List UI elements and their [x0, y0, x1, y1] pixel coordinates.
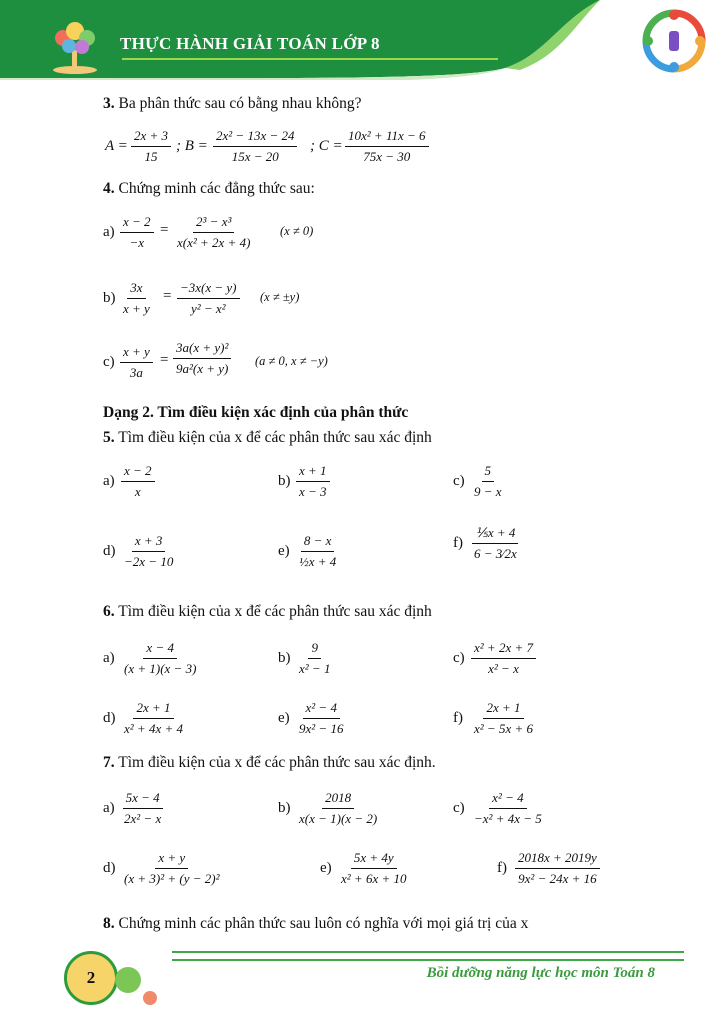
fraction-denominator: −x² + 4x − 5 [474, 811, 542, 826]
fraction-numerator: x² + 2x + 7 [471, 640, 536, 659]
q7-fraction-5 [515, 850, 600, 887]
fraction-numerator: 2x + 3 [131, 128, 171, 147]
fraction-numerator: 2x + 1 [483, 700, 523, 719]
fraction-numerator: x + 3 [132, 533, 166, 552]
fraction-denominator: x(x² + 2x + 4) [177, 235, 251, 250]
header-underline [122, 58, 498, 60]
fraction-denominator: ½x + 4 [299, 554, 337, 569]
item-label: c) [453, 650, 465, 666]
fraction-numerator: ⅕x + 4 [472, 525, 518, 544]
item-label: a) [103, 800, 115, 816]
identity-a-left [120, 214, 154, 251]
question-text: Chứng minh các đẳng thức sau: [118, 180, 315, 197]
q5-fraction-1 [296, 463, 330, 500]
fraction-denominator: x − 3 [299, 484, 327, 499]
q6-fraction-1 [296, 640, 333, 677]
fraction-numerator: x + y [120, 344, 153, 363]
fraction-denominator: 9 − x [474, 484, 502, 499]
item-label: e) [278, 710, 290, 726]
header-title: THỰC HÀNH GIẢI TOÁN LỚP 8 [120, 34, 380, 53]
fraction-numerator: 2x + 1 [133, 700, 173, 719]
fraction-B [213, 128, 297, 165]
identity-a-right [174, 214, 253, 251]
q6-fraction-0 [121, 640, 199, 677]
fraction-denominator: x² − 1 [299, 661, 331, 676]
fraction-denominator: −x [129, 235, 145, 250]
fraction-denominator: 15x − 20 [231, 149, 279, 164]
item-label: a) [103, 650, 115, 666]
identity-b-right [177, 280, 240, 317]
condition: (x ≠ ±y) [260, 290, 300, 304]
item-label: d) [103, 543, 116, 559]
question-number: 3. [103, 95, 115, 112]
fraction-numerator: 8 − x [301, 533, 335, 552]
q6-fraction-5 [471, 700, 536, 737]
fraction-denominator: x² − x [488, 661, 519, 676]
equals-sign: = [160, 352, 169, 368]
q6-fraction-2 [471, 640, 536, 677]
question-number: 8. [103, 915, 115, 932]
fraction-numerator: x − 4 [143, 640, 177, 659]
fraction-denominator: x(x − 1)(x − 2) [299, 811, 378, 826]
fraction-denominator: 75x − 30 [363, 149, 411, 164]
q6-fraction-4 [296, 700, 346, 737]
fraction-denominator: 9a²(x + y) [176, 361, 229, 376]
fraction-C [345, 128, 429, 165]
fraction-numerator: 5 [482, 463, 495, 482]
equals-sign: = [160, 222, 169, 238]
q7-fraction-4 [338, 850, 409, 887]
fraction-numerator: x − 2 [120, 214, 154, 233]
identity-c-left [120, 344, 153, 381]
fraction-denominator: 9x² − 24x + 16 [518, 871, 597, 886]
item-label: e) [278, 543, 290, 559]
item-label: c) [103, 354, 115, 370]
footer-text: Bồi dưỡng năng lực học môn Toán 8 [426, 965, 655, 981]
fraction-denominator: 9x² − 16 [299, 721, 344, 736]
question-5 [103, 429, 432, 447]
decorative-dots-icon [110, 960, 160, 1010]
identity-b-left [120, 280, 153, 317]
q7-fraction-2 [471, 790, 545, 827]
fraction-numerator: x + 1 [296, 463, 330, 482]
fraction-numerator: 2³ − x³ [193, 214, 234, 233]
fraction-denominator: x² + 4x + 4 [124, 721, 183, 736]
condition: (a ≠ 0, x ≠ −y) [255, 354, 328, 368]
fraction-denominator: x² − 5x + 6 [474, 721, 533, 736]
fraction-denominator: −2x − 10 [124, 554, 174, 569]
fraction-denominator: 2x² − x [124, 811, 162, 826]
question-6 [103, 603, 432, 621]
q5-fraction-4 [296, 533, 339, 570]
fraction-label-C: ; C = [310, 138, 343, 154]
question-number: 7. [103, 754, 115, 771]
question-number: 5. [103, 429, 115, 446]
q5-fraction-3 [121, 533, 176, 570]
fraction-numerator: 5x − 4 [123, 790, 163, 809]
item-label: b) [278, 650, 291, 666]
item-label: b) [103, 290, 116, 306]
fraction-label-A: A = [105, 138, 128, 154]
q7-fraction-1 [296, 790, 380, 827]
question-text: Chứng minh các phân thức sau luôn có nghĩa với mọi giá trị của x [118, 915, 529, 932]
fraction-denominator: x [134, 484, 141, 499]
section-title: Dạng 2. Tìm điều kiện xác định của phân thức [103, 404, 409, 421]
fraction-numerator: 9 [308, 640, 321, 659]
fraction-numerator: x − 2 [121, 463, 155, 482]
item-label: e) [320, 860, 332, 876]
question-text: Tìm điều kiện của x để các phân thức sau xác định [118, 603, 432, 620]
item-label: c) [453, 473, 465, 489]
q5-fraction-0 [121, 463, 155, 500]
fraction-A [131, 128, 171, 165]
question-7 [103, 754, 436, 772]
fraction-denominator: (x + 1)(x − 3) [124, 661, 197, 676]
item-label: f) [453, 535, 463, 551]
fraction-denominator: x² + 6x + 10 [341, 871, 407, 886]
fraction-denominator: 3a [129, 365, 143, 380]
item-label: a) [103, 473, 115, 489]
fraction-numerator: x² − 4 [303, 700, 340, 719]
fraction-denominator: x + y [123, 301, 150, 316]
q5-fraction-2 [471, 463, 505, 500]
circle-people-badge-icon [640, 7, 708, 75]
question-number: 6. [103, 603, 115, 620]
q7-fraction-0 [121, 790, 164, 827]
question-text: Tìm điều kiện của x để các phân thức sau xác định. [118, 754, 436, 771]
fraction-denominator: 6 − 3⁄2x [474, 546, 517, 561]
item-label: d) [103, 860, 116, 876]
fraction-numerator: x² − 4 [489, 790, 526, 809]
fraction-denominator: (x + 3)² + (y − 2)² [124, 871, 220, 886]
question-3 [103, 95, 362, 113]
footer-rule [172, 951, 684, 961]
q7-fraction-3 [121, 850, 222, 887]
item-label: b) [278, 473, 291, 489]
fraction-numerator: x + y [155, 850, 188, 869]
equals-sign: = [163, 288, 172, 304]
question-number: 4. [103, 180, 115, 197]
item-label: a) [103, 224, 115, 240]
tree-logo-icon [45, 20, 105, 75]
item-label: d) [103, 710, 116, 726]
fraction-denominator: y² − x² [190, 301, 226, 316]
fraction-numerator: 2018x + 2019y [515, 850, 600, 869]
page-header [0, 0, 725, 80]
item-label: c) [453, 800, 465, 816]
fraction-label-B: ; B = [176, 138, 208, 154]
item-label: f) [453, 710, 463, 726]
fraction-numerator: 3x [127, 280, 145, 299]
q5-fraction-5 [471, 525, 520, 562]
fraction-numerator: 2018 [322, 790, 354, 809]
fraction-numerator: 3a(x + y)² [173, 340, 231, 359]
fraction-numerator: 5x + 4y [351, 850, 397, 869]
question-text: Ba phân thức sau có bằng nhau không? [118, 95, 362, 112]
fraction-numerator: 10x² + 11x − 6 [345, 128, 429, 147]
item-label: b) [278, 800, 291, 816]
fraction-numerator: 2x² − 13x − 24 [213, 128, 297, 147]
question-text: Tìm điều kiện của x để các phân thức sau xác định [118, 429, 432, 446]
identity-c-right [173, 340, 231, 377]
question-8 [103, 915, 528, 933]
page-number: 2 [64, 951, 118, 1005]
condition: (x ≠ 0) [280, 224, 314, 238]
item-label: f) [497, 860, 507, 876]
fraction-numerator: −3x(x − y) [177, 280, 240, 299]
fraction-denominator: 15 [144, 149, 158, 164]
q6-fraction-3 [121, 700, 186, 737]
question-4 [103, 180, 315, 198]
